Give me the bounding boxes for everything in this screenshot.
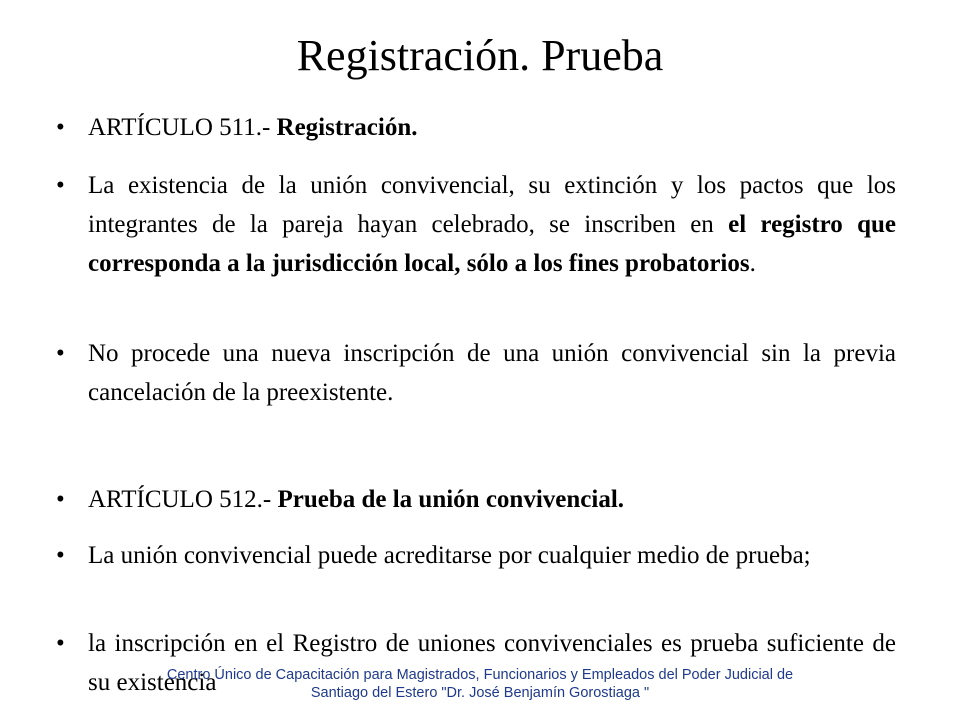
bullet-plain-text: La existencia de la unión convivencial, su extinción y los pactos que los integrantes de la pareja hayan celebrado, se inscriben en [88,172,896,238]
bullet-text [88,480,896,519]
bullet-glyph: • [56,172,65,199]
article-number: ARTÍCULO 511.- [88,114,277,141]
bullet-item-registration-text [56,166,896,283]
bullet-text [88,166,896,283]
bullet-text: la inscripción en el Registro de uniones convivenciales es prueba suficiente de su existencia [88,630,896,696]
bullet-item-proof-any-means [56,536,896,575]
bullet-glyph: • [56,340,65,367]
bullet-item-article-511 [56,108,896,147]
bullet-text: No procede una nueva inscripción de una unión convivencial sin la previa cancelación de la preexistente. [88,340,896,406]
article-number: ARTÍCULO 512.- [88,486,278,513]
bullet-text [88,108,896,147]
bullet-glyph: • [56,114,65,141]
slide-title: Registración. Prueba [296,31,664,80]
article-heading: Registración. [276,114,418,141]
bullet-bold-text: el registro que corresponda a la jurisdicción local, sólo a los fines probatorios [88,211,896,277]
footer-credit [60,666,900,702]
bullet-item-article-512 [56,480,896,519]
footer-line-2: Santiago del Estero "Dr. José Benjamín Gorostiaga " [310,685,650,701]
bullet-glyph: • [56,486,65,513]
article-heading: Prueba de la unión convivencial. [277,486,625,513]
bullet-glyph: • [56,630,65,657]
bullet-item-cancellation [56,334,896,412]
bullet-tail-text: . [749,250,756,277]
footer-line-1: Centro Único de Capacitación para Magistrados, Funcionarios y Empleados del Poder Judicial de [166,667,794,683]
bullet-glyph: • [56,542,65,569]
bullet-text: La unión convivencial puede acreditarse por cualquier medio de prueba; [88,542,811,569]
